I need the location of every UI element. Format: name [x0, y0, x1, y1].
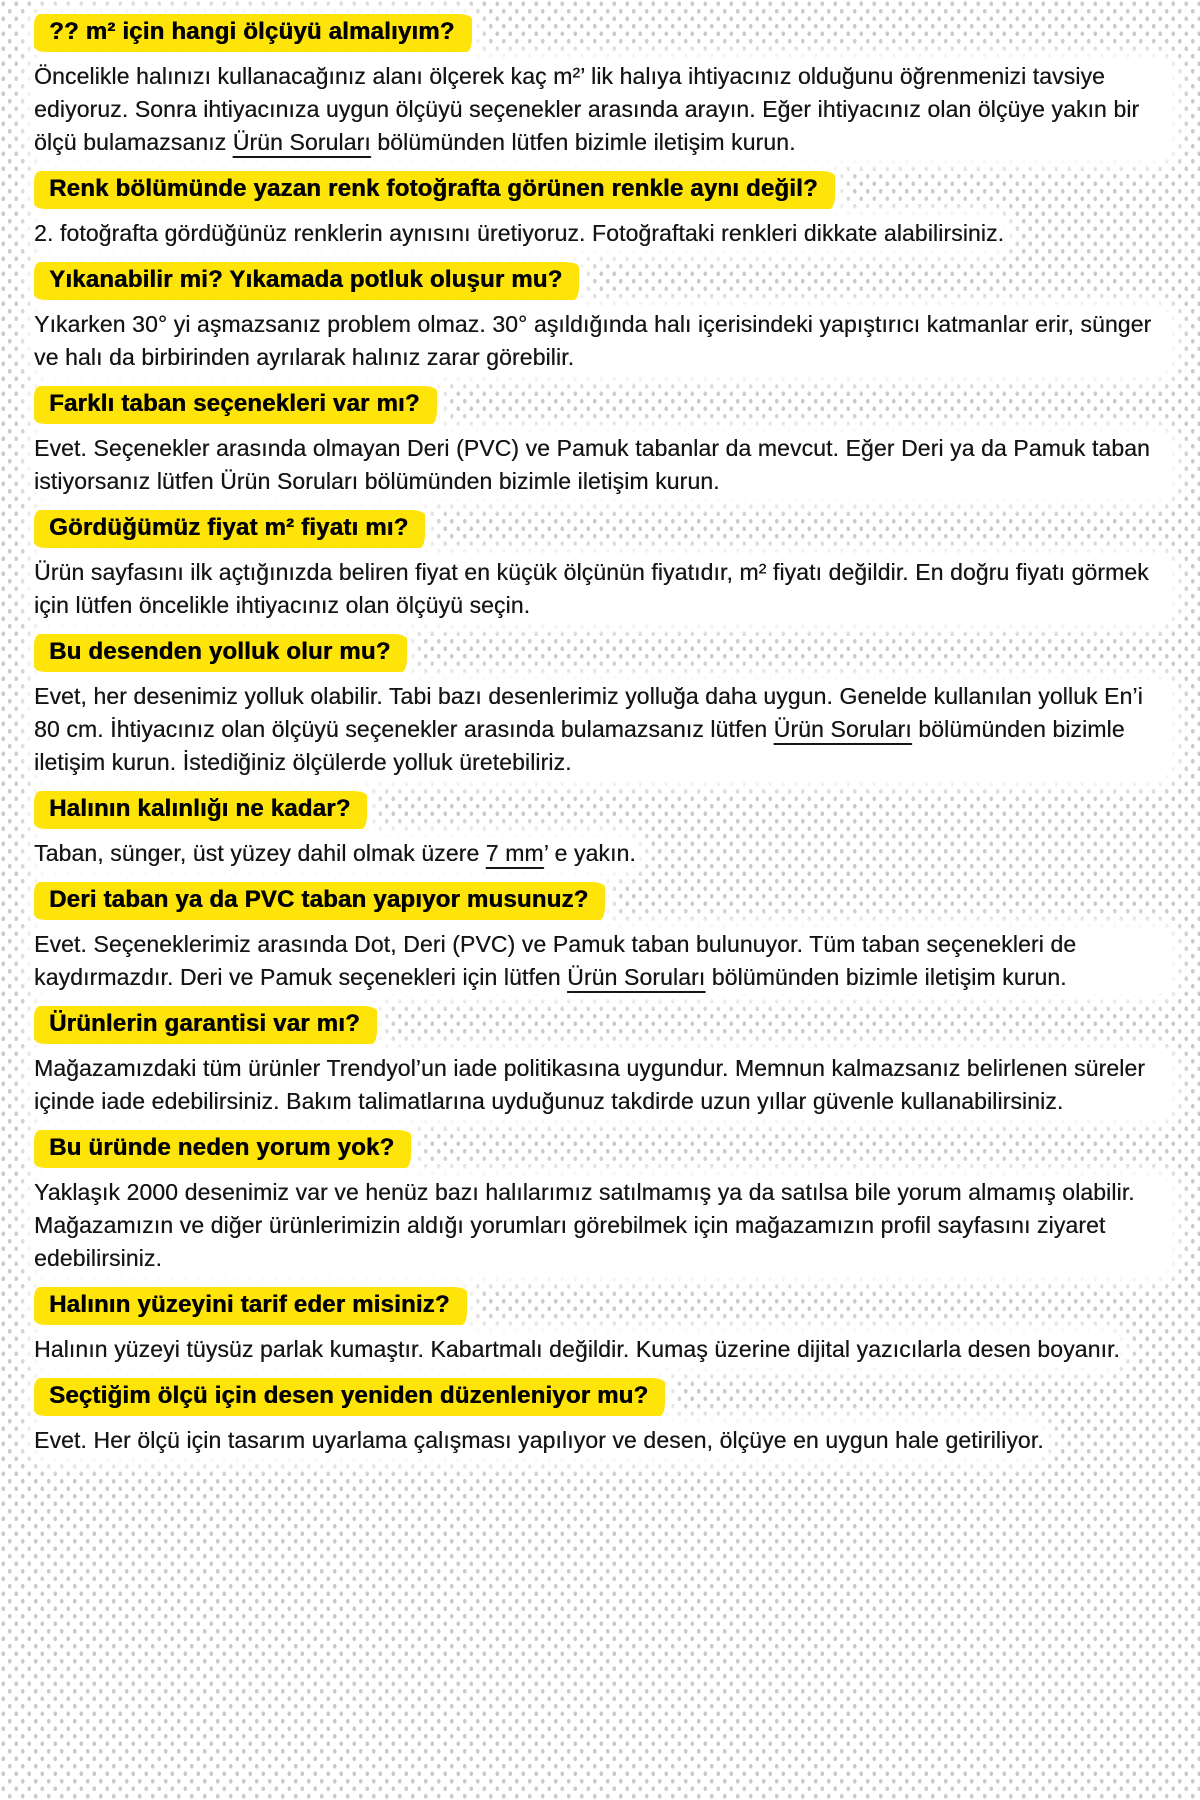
faq-answer [34, 1333, 1120, 1366]
faq-question-row [34, 634, 407, 672]
faq-item [34, 791, 1170, 870]
faq-question-highlight: Renk bölümünde yazan renk fotoğrafta görünen renkle aynı değil? [34, 171, 835, 209]
faq-answer-text [34, 556, 1170, 622]
faq-answer [34, 928, 1170, 994]
answer-text-segment: Taban, sünger, üst yüzey dahil olmak üzere [34, 840, 486, 866]
faq-answer-text [34, 1333, 1120, 1366]
underlined-text: Ürün Soruları [773, 716, 912, 742]
faq-question-row [34, 1287, 467, 1325]
faq-item [34, 882, 1170, 994]
faq-answer-text [34, 1176, 1170, 1275]
faq-item [34, 1130, 1170, 1275]
faq-answer [34, 1424, 1044, 1457]
faq-answer [34, 556, 1170, 622]
answer-text-segment: Ürün sayfasını ilk açtığınızda beliren fiyat en küçük ölçünün fiyatıdır, m² fiyatı değildir. En doğru fiyatı görmek için lütfen öncelikle ihtiyacınız olan ölçüyü seçin. [34, 559, 1149, 618]
faq-answer [34, 217, 1004, 250]
faq-item [34, 634, 1170, 779]
faq-answer-text [34, 308, 1170, 374]
faq-answer-text [34, 60, 1170, 159]
answer-text-segment: 2. fotoğrafta gördüğünüz renklerin aynısını üretiyoruz. Fotoğraftaki renkleri dikkate alabilirsiniz. [34, 220, 1005, 246]
underlined-text: 7 mm [485, 840, 544, 866]
answer-text-segment: Yaklaşık 2000 desenimiz var ve henüz bazı halılarımız satılmamış ya da satılsa bile yorum almamış olabilir. Mağazamızın ve diğer ürünlerimizin aldığı yorumları görebilmek için mağazamızın profil sayfasını ziyaret edebilirsiniz. [34, 1179, 1135, 1271]
faq-question-row [34, 262, 579, 300]
faq-question-highlight: Deri taban ya da PVC taban yapıyor musunuz? [34, 882, 605, 920]
faq-answer [34, 680, 1170, 779]
faq-answer-text [34, 1052, 1170, 1118]
answer-text-segment: Evet. Seçenekler arasında olmayan Deri (PVC) ve Pamuk tabanlar da mevcut. Eğer Deri ya da Pamuk taban istiyorsanız lütfen Ürün Soruları bölümünden bizimle iletişim kurun. [34, 435, 1150, 494]
faq-answer-text [34, 217, 1004, 250]
faq-question-highlight: Yıkanabilir mi? Yıkamada potluk oluşur mu? [34, 262, 579, 300]
faq-question-highlight: ?? m² için hangi ölçüyü almalıyım? [34, 14, 472, 52]
faq-item [34, 1006, 1170, 1118]
answer-text-segment: bölümünden bizimle iletişim kurun. [705, 964, 1067, 990]
faq-answer-text [34, 928, 1170, 994]
answer-text-segment: Öncelikle halınızı kullanacağınız alanı ölçerek kaç m²’ lik halıya ihtiyacınız olduğunu öğrenmenizi tavsiye ediyoruz. Sonra ihtiyacınıza uygun ölçüyü seçenekler arasında arayın. Eğer ihtiyacınız olan ölçüye yakın bir ölçü bulamazsanız [34, 63, 1140, 155]
answer-text-segment: Mağazamızdaki tüm ürünler Trendyol’un iade politikasına uygundur. Memnun kalmazsanız belirlenen süreler içinde iade edebilirsiniz. Bakım talimatlarına uyduğunuz takdirde uzun yıllar güvenle kullanabilirsiniz. [34, 1055, 1146, 1114]
faq-item [34, 386, 1170, 498]
faq-question-highlight: Seçtiğim ölçü için desen yeniden düzenleniyor mu? [34, 1378, 665, 1416]
answer-text-segment: Evet. Her ölçü için tasarım uyarlama çalışması yapılıyor ve desen, ölçüye en uygun hale getiriliyor. [34, 1427, 1044, 1453]
faq-answer [34, 1052, 1170, 1118]
faq-question-row [34, 510, 425, 548]
faq-question-row [34, 14, 472, 52]
faq-question-row [34, 1006, 377, 1044]
answer-text-segment: Evet. Seçeneklerimiz arasında Dot, Deri (PVC) ve Pamuk taban bulunuyor. Tüm taban seçenekleri de kaydırmazdır. Deri ve Pamuk seçenekleri için lütfen [34, 931, 1077, 990]
faq-answer-text [34, 432, 1170, 498]
answer-text-segment: bölümünden lütfen bizimle iletişim kurun. [370, 129, 796, 155]
faq-question-row [34, 1130, 411, 1168]
faq-item [34, 1378, 1170, 1457]
faq-item [34, 171, 1170, 250]
answer-text-segment: ’ e yakın. [543, 840, 636, 866]
faq-item [34, 262, 1170, 374]
faq-question-row [34, 171, 835, 209]
faq-question-highlight: Bu desenden yolluk olur mu? [34, 634, 407, 672]
faq-item [34, 1287, 1170, 1366]
faq-answer [34, 432, 1170, 498]
underlined-text: Ürün Soruları [232, 129, 371, 155]
faq-question-highlight: Halının yüzeyini tarif eder misiniz? [34, 1287, 467, 1325]
faq-answer [34, 308, 1170, 374]
faq-answer-text [34, 1424, 1044, 1457]
faq-question-row [34, 882, 605, 920]
faq-question-row [34, 791, 367, 829]
faq-question-highlight: Halının kalınlığı ne kadar? [34, 791, 367, 829]
faq-item [34, 510, 1170, 622]
faq-answer-text [34, 680, 1170, 779]
faq-answer [34, 837, 636, 870]
answer-text-segment: Evet, her desenimiz yolluk olabilir. Tabi bazı desenlerimiz yolluğa daha uygun. Genelde kullanılan yolluk En’i 80 cm. İhtiyacınız olan ölçüyü seçenekler arasında bulamazsanız lütfen [34, 683, 1143, 742]
faq-answer [34, 60, 1170, 159]
answer-text-segment: bölümünden bizimle iletişim kurun. İstediğiniz ölçülerde yolluk üretebiliriz. [34, 716, 1125, 775]
faq-question-highlight: Ürünlerin garantisi var mı? [34, 1006, 377, 1044]
faq-answer-text [34, 837, 636, 870]
faq-answer [34, 1176, 1170, 1275]
faq-item [34, 14, 1170, 159]
answer-text-segment: Halının yüzeyi tüysüz parlak kumaştır. Kabartmalı değildir. Kumaş üzerine dijital yazıcılarla desen boyanır. [34, 1336, 1120, 1362]
answer-text-segment: Yıkarken 30° yi aşmazsanız problem olmaz. 30° aşıldığında halı içerisindeki yapıştırıcı katmanlar erir, sünger ve halı da birbirinden ayrılarak halınız zarar görebilir. [34, 311, 1152, 370]
faq-question-row [34, 386, 437, 424]
underlined-text: Ürün Soruları [567, 964, 706, 990]
faq-question-row [34, 1378, 665, 1416]
faq-question-highlight: Gördüğümüz fiyat m² fiyatı mı? [34, 510, 425, 548]
faq-question-highlight: Bu üründe neden yorum yok? [34, 1130, 411, 1168]
faq-question-highlight: Farklı taban seçenekleri var mı? [34, 386, 437, 424]
